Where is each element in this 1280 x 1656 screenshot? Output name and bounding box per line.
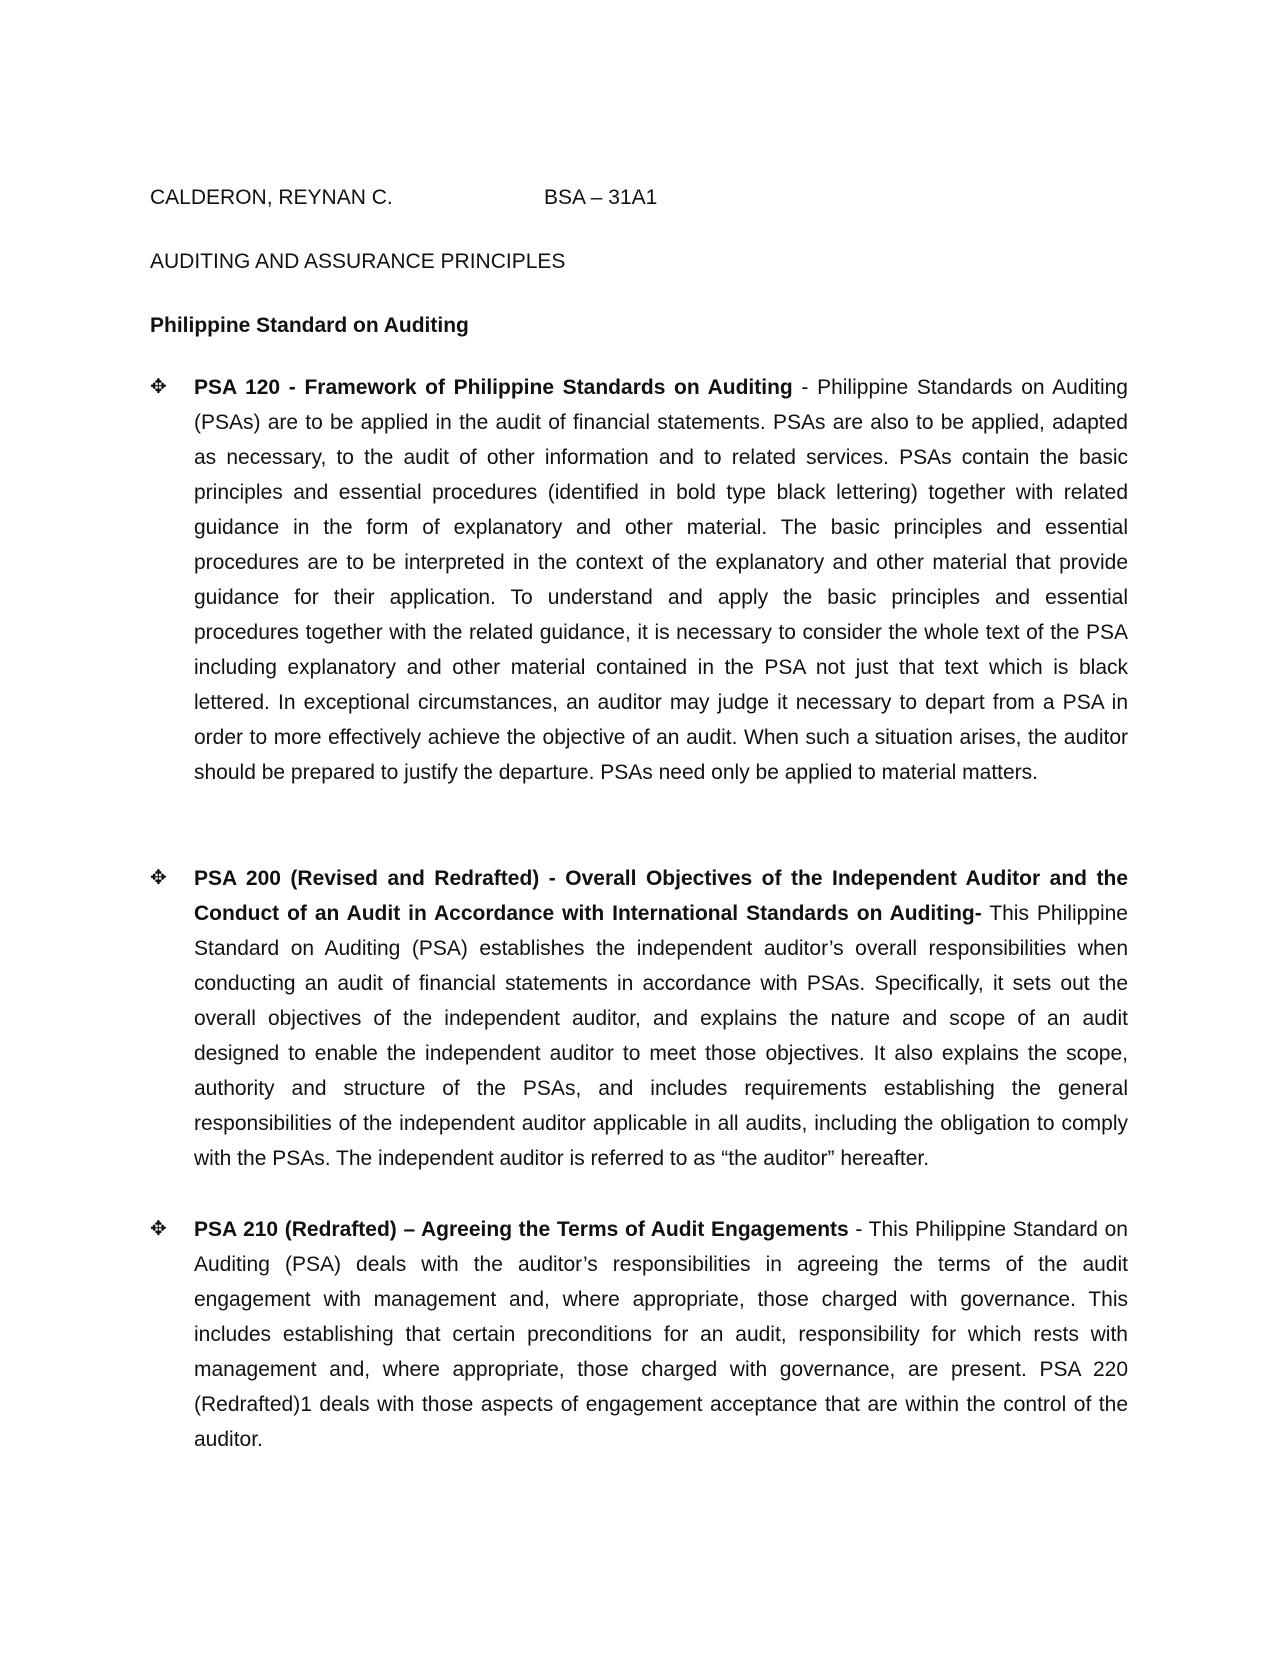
diamond-bullet-icon: ✥ [150,1218,167,1240]
header-line [150,184,658,212]
list-item-body: This Philippine Standard on Auditing (PSA) establishes the independent auditor’s overall responsibilities when conducting an audit of financial statements in accordance with PSAs. Specifically, it sets out the overall objectives of the independent auditor, and explains the nature and scope of an audit designed to enable the independent auditor to meet those objectives. It also explains the scope, authority and structure of the PSAs, and includes requirements establishing the general responsibilities of the independent auditor applicable in all audits, including the obligation to comply with the PSAs. The independent auditor is referred to as “the auditor” hereafter. [194,902,1128,1170]
list-item-text [194,1212,1128,1457]
diamond-bullet-icon: ✥ [150,376,167,398]
list-item [150,370,1128,790]
course-title: AUDITING AND ASSURANCE PRINCIPLES [150,250,566,273]
list-item-body: - This Philippine Standard on Auditing (PSA) deals with the auditor’s responsibilities in agreeing the terms of the audit engagement with management and, where appropriate, those charged with governance. This includes establishing that certain preconditions for an audit, responsibility for which rests with management and, where appropriate, those charged with governance, are present. PSA 220 (Redrafted)1 deals with those aspects of engagement acceptance that are within the control of the auditor. [194,1218,1128,1451]
diamond-bullet-icon: ✥ [150,867,167,889]
class-section: BSA – 31A1 [544,186,658,209]
list-item-text [194,861,1128,1176]
list-item [150,1212,1128,1457]
list-item-title: PSA 210 (Redrafted) – Agreeing the Terms of Audit Engagements [194,1218,849,1241]
list-item [150,861,1128,1176]
document-heading: Philippine Standard on Auditing [150,314,469,337]
list-item-title: PSA 200 (Revised and Redrafted) - Overall Objectives of the Independent Auditor and the Conduct of an Audit in Accordance with International Standards on Auditing- [194,867,1128,925]
student-name: CALDERON, REYNAN C. [150,186,393,209]
list-item-text [194,370,1128,790]
list-item-title: PSA 120 - Framework of Philippine Standards on Auditing [194,376,793,399]
list-item-body: - Philippine Standards on Auditing (PSAs) are to be applied in the audit of financial statements. PSAs are also to be applied, adapted as necessary, to the audit of other information and to related services. PSAs contain the basic principles and essential procedures (identified in bold type black lettering) together with related guidance in the form of explanatory and other material. The basic principles and essential procedures are to be interpreted in the context of the explanatory and other material that provide guidance for their application. To understand and apply the basic principles and essential procedures together with the related guidance, it is necessary to consider the whole text of the PSA including explanatory and other material contained in the PSA not just that text which is black lettered. In exceptional circumstances, an auditor may judge it necessary to depart from a PSA in order to more effectively achieve the objective of an audit. When such a situation arises, the auditor should be prepared to justify the departure. PSAs need only be applied to material matters. [194,376,1128,784]
